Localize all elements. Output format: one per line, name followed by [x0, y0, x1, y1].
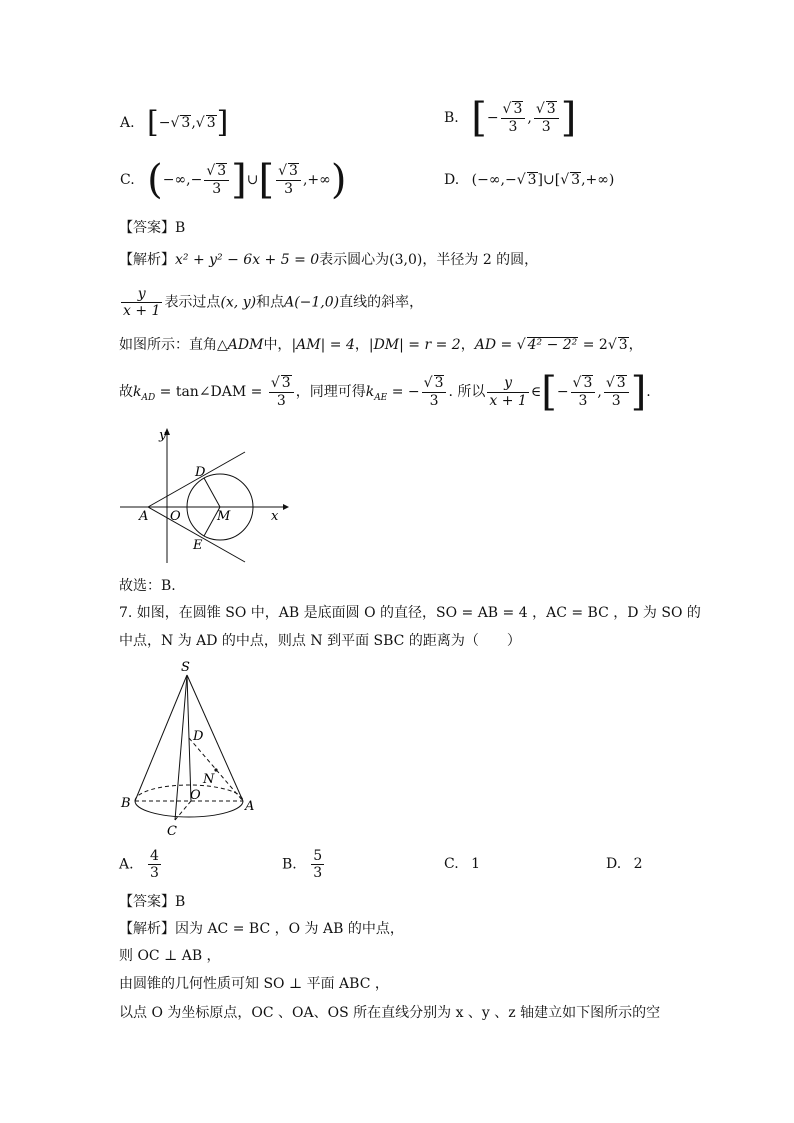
question-7-line-1: 7. 如图，在圆锥 SO 中，AB 是底面圆 O 的直径，SO = AB = 4 ，AC = BC ，D 为 SO 的 [119, 605, 701, 621]
label-d: D [195, 465, 206, 480]
length-ad: AD = [474, 337, 517, 353]
fraction: $\frac{√ 3}{3}$ [276, 163, 301, 196]
analysis-6-line-3: 如图所示：直角△ADM中，|AM| = 4，|DM| = r = 2，AD = √ 4² − 2² = 2√ 3， [119, 337, 643, 353]
answer-6: 【答案】B [119, 220, 186, 236]
label-s: S [181, 660, 190, 675]
cone-figure [115, 655, 265, 840]
text: 故 [119, 384, 133, 400]
pos-infinity: +∞ [307, 172, 331, 188]
comma: , [500, 172, 505, 189]
point-n [214, 768, 217, 771]
sqrt-value: 3 [618, 337, 628, 353]
option-label: D. [444, 172, 460, 189]
paren: ( [471, 172, 478, 189]
fraction: $\frac{5}{3}$ [313, 848, 323, 882]
fraction: $\frac{√ 3}{3}$ [269, 375, 294, 408]
analysis-6-line-2 [119, 286, 423, 319]
paren: ) [330, 157, 347, 203]
bracket: [ [471, 95, 487, 141]
tangent-line-ae [148, 507, 245, 562]
comma: , [191, 115, 196, 131]
analysis-label: 【解析】 [119, 252, 175, 268]
analysis-6-line-4 [119, 369, 651, 415]
minus-sign: − [556, 384, 569, 400]
option-label: A. [120, 115, 135, 131]
minus-sign: − [486, 110, 499, 126]
option-b-q6 [444, 95, 577, 141]
bracket: ] [216, 105, 229, 140]
circle-center: (3,0) [389, 252, 423, 268]
option-label: D. [606, 856, 622, 872]
label-c: C [167, 824, 177, 839]
paren: ( [147, 157, 163, 203]
point-xy: (x, y) [220, 294, 257, 311]
text: ，同理可得 [295, 384, 366, 400]
result: = 2 [578, 337, 608, 353]
option-b-q7 [282, 848, 326, 881]
text: . 所以 [448, 384, 486, 400]
option-c-q7 [444, 857, 480, 871]
sqrt-value: 3 [527, 172, 537, 188]
length-am: |AM| = 4 [291, 337, 355, 353]
option-label: A. [119, 856, 134, 873]
fraction: $\frac{√ 3}{3}$ [422, 375, 447, 408]
minus-sign: − [190, 172, 203, 188]
option-label: B. [444, 110, 459, 126]
fraction: $\frac{√ 3}{3}$ [501, 101, 526, 134]
option-label: C. [444, 856, 459, 872]
bracket: ] [231, 157, 247, 203]
fraction: $\frac{√ 3}{3}$ [604, 375, 629, 408]
analysis-6-line-1 [119, 253, 538, 267]
neg-infinity: −∞ [162, 172, 187, 188]
tangent-circle-figure [115, 425, 290, 570]
label-n: N [203, 772, 215, 787]
fraction: $\frac{4}{3}$ [150, 848, 159, 882]
option-d-q6: D. (−∞,−√ 3]∪[√ 3,+∞) [444, 172, 615, 189]
subscript: AE [374, 392, 388, 403]
equation: = − [387, 384, 420, 400]
option-label: C. [120, 172, 135, 188]
sqrt-value: 3 [571, 172, 581, 188]
bracket: ] [560, 95, 577, 141]
label-m: M [217, 509, 231, 524]
text: 直线的斜率， [339, 294, 424, 311]
sqrt-value: 3 [181, 114, 191, 131]
union-sign: ∪ [543, 172, 555, 189]
slope-k: k [133, 384, 142, 400]
label-a: A [245, 799, 255, 814]
answer-7: 【答案】B [119, 894, 186, 910]
subscript: AD [141, 392, 156, 403]
option-d-q7 [606, 857, 643, 871]
option-c-q6 [120, 157, 347, 203]
text: ， [460, 337, 475, 353]
label-b: B [121, 796, 131, 811]
bracket: ] [630, 369, 647, 415]
text: ， [354, 337, 369, 353]
analysis-7-line-1: 【解析】因为 AC = BC ，O 为 AB 的中点， [119, 921, 404, 937]
label-y: y [159, 428, 167, 443]
minus-sign: − [504, 172, 517, 189]
analysis-7-line-4: 以点 O 为坐标原点，OC 、OA、OS 所在直线分别为 x 、y 、z 轴建立如下图所示的空 [119, 1005, 661, 1021]
label-a: A [139, 509, 149, 524]
bracket: [ [541, 369, 557, 415]
choice-6: 故选：B. [119, 578, 176, 594]
option-value: 2 [633, 856, 643, 872]
question-7-line-2: 中点，N 为 AD 的中点，则点 N 到平面 SBC 的距离为（ ） [119, 633, 521, 649]
comma: , [302, 172, 308, 188]
text: 中， [263, 337, 292, 353]
x-axis-arrow [283, 504, 289, 510]
paren: ) [608, 172, 615, 189]
bracket: [ [258, 157, 275, 203]
radicand: 4² − 2² [527, 337, 578, 353]
option-label: B. [282, 856, 297, 873]
comma: , [597, 384, 602, 400]
comma: , [581, 172, 586, 189]
option-a-q6: A. [−√ 3,√ 3] [120, 105, 229, 140]
label-d: D [193, 729, 204, 744]
slope-fraction: $\frac{y}{x + 1}$ [123, 286, 161, 320]
bracket: [ [554, 172, 561, 189]
slope-fraction: $\frac{y}{x + 1}$ [489, 375, 527, 409]
analysis-7-line-3: 由圆锥的几何性质可知 SO ⊥ 平面 ABC ， [119, 976, 389, 992]
fraction: $\frac{√ 3}{3}$ [204, 163, 229, 196]
text: . [646, 384, 651, 400]
base-back-arc [135, 785, 243, 801]
fraction: $\frac{√ 3}{3}$ [534, 101, 559, 134]
union-sign: ∪ [246, 172, 259, 188]
fraction: $\frac{√ 3}{3}$ [571, 375, 596, 408]
radius-md [204, 478, 220, 507]
sqrt-value: 3 [206, 114, 216, 131]
option-value: 1 [471, 856, 481, 872]
bracket: [ [147, 105, 159, 140]
label-o: O [190, 788, 201, 803]
cone-side-sb [135, 675, 187, 801]
comma: , [527, 110, 532, 126]
minus-sign: − [158, 115, 171, 131]
label-x: x [271, 509, 279, 524]
text: ，半径为 2 的圆， [422, 252, 539, 268]
text: 表示过点 [164, 294, 221, 311]
text: ， [628, 337, 643, 353]
element-of: ∈ [530, 384, 542, 400]
circle-equation: x² + y² − 6x + 5 = 0 [175, 252, 320, 268]
slope-k: k [365, 384, 375, 400]
analysis-7-line-2: 则 OC ⊥ AB ， [119, 948, 221, 964]
bracket: ] [537, 172, 544, 189]
length-dm: |DM| = r = 2 [368, 337, 461, 353]
option-a-q7 [119, 848, 163, 881]
comma: , [186, 172, 191, 188]
equation: = tan∠DAM = [155, 384, 267, 400]
text: 表示圆心为 [319, 252, 390, 268]
text: 和点 [256, 294, 285, 311]
label-o: O [170, 509, 181, 524]
text: 如图所示：直角 [119, 337, 217, 353]
point-a: A(−1,0) [284, 294, 340, 311]
label-e: E [193, 538, 203, 553]
cone-side-sc [175, 675, 187, 820]
pos-infinity: +∞ [585, 172, 609, 189]
neg-infinity: −∞ [477, 172, 501, 189]
triangle: △ADM [217, 337, 264, 353]
